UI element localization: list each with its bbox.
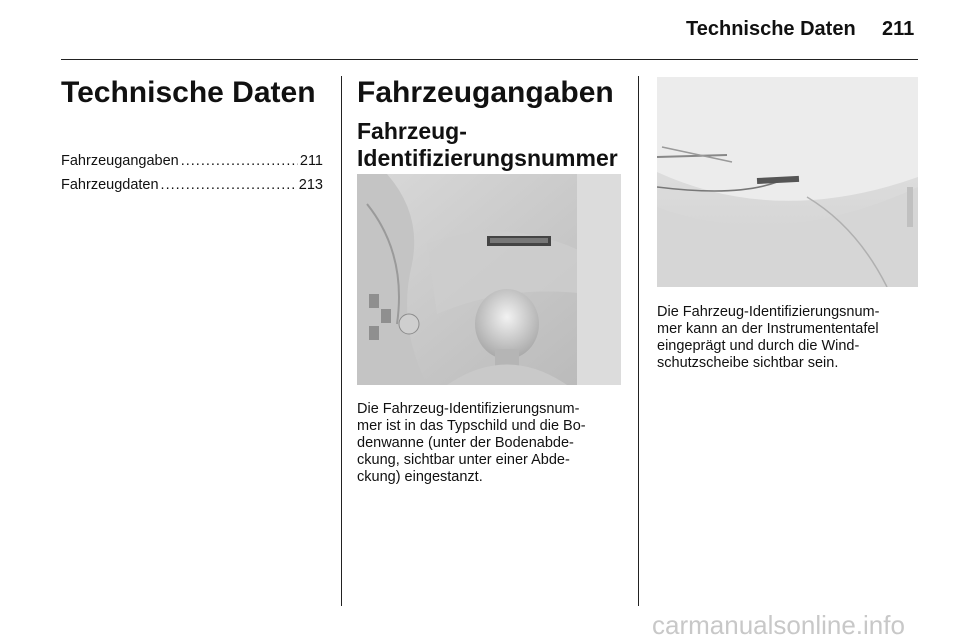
text-line: ckung) eingestanzt. (357, 469, 483, 485)
subsection-title (357, 118, 627, 172)
toc-leader-dots (181, 149, 298, 173)
body-text-vin-windscreen (657, 304, 927, 372)
text-line: eingeprägt und durch die Wind- (657, 338, 860, 354)
toc-entry-label: Fahrzeugdaten (61, 177, 159, 193)
column-divider-right (638, 76, 639, 606)
text-line: mer kann an der Instrumententafel (657, 321, 879, 337)
column-divider-left (341, 76, 342, 606)
photo-vin-floor-location (357, 174, 621, 385)
toc-entry-label: Fahrzeugangaben (61, 153, 179, 169)
text-line: mer ist in das Typschild und die Bo- (357, 418, 586, 434)
toc-entry-page: 211 (299, 153, 323, 169)
subsection-title-line-1: Fahrzeug- (357, 118, 467, 144)
text-line: Die Fahrzeug-Identifizierungsnum- (357, 401, 580, 417)
header-title: Technische Daten (686, 18, 856, 40)
toc-entry-page: 213 (298, 177, 323, 193)
table-of-contents (61, 149, 323, 197)
header-divider (61, 59, 918, 60)
toc-leader-dots (161, 173, 297, 197)
text-line: Die Fahrzeug-Identifizierungsnum- (657, 304, 880, 320)
subsection-title-line-2: Identifizierungsnummer (357, 145, 618, 171)
photo-vin-windscreen (657, 77, 918, 287)
watermark: carmanualsonline.info (652, 610, 905, 640)
text-line: schutzscheibe sichtbar sein. (657, 355, 839, 371)
toc-entry-fahrzeugangaben[interactable] (61, 149, 323, 173)
text-line: ckung, sichtbar unter einer Abde- (357, 452, 570, 468)
chapter-title: Technische Daten (61, 76, 316, 109)
section-title: Fahrzeugangaben (357, 76, 614, 109)
page-number: 211 (882, 18, 915, 40)
body-text-vin-floor (357, 401, 627, 486)
text-line: denwanne (unter der Bodenabde- (357, 435, 574, 451)
toc-entry-fahrzeugdaten[interactable] (61, 173, 323, 197)
